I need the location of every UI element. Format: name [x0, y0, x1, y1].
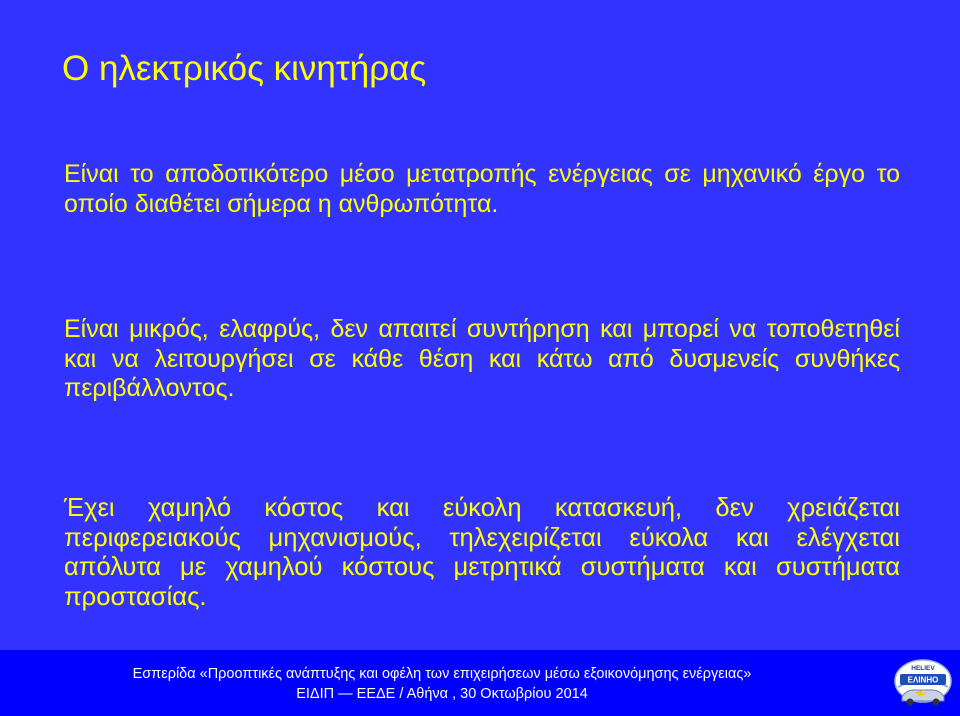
heliev-logo-icon [892, 657, 954, 713]
logo-top-text: HELIEV [911, 665, 935, 672]
logo-main-text: ΕΛΙΝΗΟ [907, 675, 939, 685]
paragraph-cost: Έχει χαμηλό κόστος και εύκολη κατασκευή, δεν χρειάζεται περιφερειακούς μηχανισμούς, τηλεχειρίζεται εύκολα και ελέγχεται απόλυτα με χαμηλού κόστους μετρητικά συστήματα και συστήματα προστασίας. [64, 494, 900, 611]
footer-event-date: ΕΙΔΙΠ — ΕΕΔΕ / Αθήνα , 30 Οκτωβρίου 2014 [296, 686, 588, 702]
slide-title: Ο ηλεκτρικός κινητήρας [62, 49, 427, 88]
paragraph-size: Είναι μικρός, ελαφρύς, δεν απαιτεί συντήρηση και μπορεί να τοποθετηθεί και να λειτουργήσει σε κάθε θέση και κάτω από δυσμενείς συνθήκες περιβάλλοντος. [64, 315, 900, 402]
footer-event-title: Εσπερίδα «Προοπτικές ανάπτυξης και οφέλη των επιχειρήσεων μέσω εξοικονόμησης ενέργειας» [132, 666, 752, 682]
paragraph-efficiency: Είναι το αποδοτικότερο μέσο μετατροπής ενέργειας σε μηχανικό έργο το οποίο διαθέτει σήμερα η ανθρωπότητα. [64, 160, 900, 218]
footer [0, 650, 960, 716]
